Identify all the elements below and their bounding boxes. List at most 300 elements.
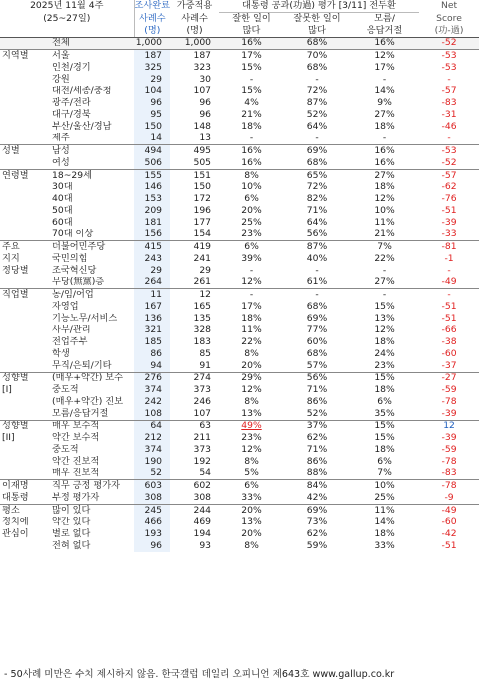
net-score: -27 <box>419 372 479 384</box>
good-pct: - <box>249 73 254 85</box>
group-label: [I] <box>2 384 12 396</box>
bad-pct: 82% <box>306 193 328 205</box>
table-row <box>0 480 479 492</box>
group-label <box>0 74 50 86</box>
table-row <box>0 241 479 253</box>
table-row <box>0 372 479 384</box>
n-weighted-value: 495 <box>170 145 219 157</box>
dk-pct: 33% <box>374 540 395 551</box>
table-row <box>0 277 479 289</box>
net-score: -49 <box>441 276 457 288</box>
net-score: -78 <box>441 396 457 407</box>
n-done-value: 136 <box>134 313 170 325</box>
table-row <box>0 360 479 372</box>
dk-pct: - <box>382 264 387 276</box>
n-done-value: 243 <box>134 253 170 265</box>
n-weighted-value: 261 <box>193 276 212 288</box>
good-pct: 8% <box>244 455 259 467</box>
net-score: -81 <box>419 241 479 253</box>
good-pct: 17% <box>241 301 262 312</box>
dk-pct: 15% <box>374 301 395 312</box>
net-score: -76 <box>441 193 457 205</box>
bad-pct: 71% <box>306 444 328 455</box>
table-row <box>0 205 479 217</box>
table-row <box>0 301 479 313</box>
bad-pct: 64% <box>306 120 328 132</box>
net-score: -83 <box>441 467 457 479</box>
group-label <box>0 157 50 169</box>
subgroup-label: 직무 긍정 평가자 <box>50 480 134 492</box>
n-weighted-value: 29 <box>199 264 212 276</box>
group-label: 지지 <box>2 253 20 264</box>
net-score: -46 <box>441 120 457 132</box>
n-weighted-value: 63 <box>170 420 219 432</box>
n-weighted-value: 30 <box>199 73 212 85</box>
n-done-value: 29 <box>134 265 170 277</box>
dk-pct: 14% <box>374 85 395 97</box>
good-pct: 12% <box>241 444 262 455</box>
dk-pct: 9% <box>377 97 392 109</box>
n-done-value: 494 <box>134 145 170 157</box>
subgroup-label: (매우+약간) 진보 <box>52 396 124 407</box>
dk-pct: 17% <box>374 62 395 73</box>
good-pct: 25% <box>241 216 262 228</box>
good-pct: 10% <box>241 181 262 193</box>
n-done-value: 325 <box>134 62 170 74</box>
n-done-value: 155 <box>134 169 170 181</box>
net-score: - <box>447 132 451 144</box>
subgroup-label: 남성 <box>50 145 134 157</box>
net-score: -51 <box>441 312 457 324</box>
table-row <box>0 86 479 98</box>
n-weighted-value: 177 <box>193 216 212 228</box>
group-label: 이재명 <box>0 480 50 492</box>
table-row <box>0 408 479 420</box>
subgroup-label: 많이 있다 <box>50 504 134 516</box>
n-weighted-value: 187 <box>170 50 219 62</box>
subgroup-label: 무직/은퇴/기타 <box>52 359 112 371</box>
dk-pct: 16% <box>350 37 419 50</box>
dk-pct: 15% <box>350 420 419 432</box>
table-row <box>0 504 479 516</box>
subgroup-label: 대전/세종/충청 <box>52 85 112 97</box>
bad-pct: 52% <box>306 407 328 419</box>
net-score: - <box>419 289 479 301</box>
net-score: -39 <box>441 216 457 228</box>
bad-pct: 87% <box>306 97 328 109</box>
net-score: -52 <box>419 37 479 50</box>
group-label: 연령별 <box>0 169 50 181</box>
n-done-value: 187 <box>134 50 170 62</box>
group-label <box>0 348 50 360</box>
bad-pct: 57% <box>306 359 328 371</box>
n-weighted-value: 13 <box>199 132 212 144</box>
n-weighted-value: 91 <box>199 359 212 371</box>
good-pct: 23% <box>241 432 262 444</box>
dk-pct: 6% <box>377 396 392 407</box>
table-row <box>0 121 479 133</box>
n-done-value: 245 <box>134 504 170 516</box>
n-weighted-value: 107 <box>193 85 212 97</box>
net-score: -57 <box>419 169 479 181</box>
table-row <box>0 97 479 109</box>
good-pct: 20% <box>241 205 262 216</box>
table-row <box>0 517 479 529</box>
group-label: 성향별 <box>0 372 50 384</box>
dk-pct: 10% <box>374 205 395 216</box>
bad-header-2: 많다 <box>284 25 350 37</box>
net-score: -33 <box>441 228 457 240</box>
n-weighted-value: 154 <box>193 228 212 240</box>
subgroup-label: 전업주부 <box>52 336 88 348</box>
good-header: 잘한 일이 <box>219 13 284 25</box>
dk-pct: 18% <box>374 528 395 540</box>
n-done-value: 308 <box>134 492 170 504</box>
net-score: -39 <box>441 432 457 444</box>
dk-pct: 11% <box>350 504 419 516</box>
n-done-header: 조사완료 <box>134 0 171 12</box>
subgroup-label: 무당(無黨)층 <box>52 276 105 288</box>
dk-pct: 27% <box>350 169 419 181</box>
n-weighted-value: 308 <box>193 492 212 503</box>
net-score: - <box>447 73 451 85</box>
n-weighted-value: 602 <box>170 480 219 492</box>
table-row <box>0 37 479 50</box>
bad-pct: 52% <box>306 109 328 120</box>
subgroup-label: 매우 보수적 <box>50 420 134 432</box>
footnote: - 50사례 미만은 수치 제시하지 않음. 한국갤럽 데일리 오피니언 제643호 www.gallup.co.kr <box>4 669 395 680</box>
n-done-value: 193 <box>134 528 170 540</box>
dk-pct: 25% <box>374 492 395 503</box>
subgroup-label: 중도적 <box>52 444 79 455</box>
good-pct: 22% <box>241 336 262 348</box>
table-row <box>0 74 479 86</box>
subgroup-label: 광주/전라 <box>52 97 91 109</box>
table-row <box>0 336 479 348</box>
bad-pct: 69% <box>306 312 328 324</box>
subgroup-label: 더불어민주당 <box>50 241 134 253</box>
n-weighted-value: 373 <box>193 444 212 455</box>
group-label <box>0 301 50 313</box>
group-label <box>0 109 50 121</box>
good-pct: 18% <box>241 120 262 132</box>
n-done-value: 185 <box>134 336 170 348</box>
group-label: 지역별 <box>0 50 50 62</box>
bad-pct: 87% <box>284 241 350 253</box>
n-done-value: 374 <box>134 384 170 396</box>
n-weighted-value: 150 <box>193 181 212 193</box>
group-label <box>0 456 50 468</box>
n-weighted-value: 96 <box>199 97 212 109</box>
n-weighted-value: 246 <box>193 396 212 407</box>
group-label <box>0 193 50 205</box>
good-pct: 8% <box>219 169 284 181</box>
n-done-value: 415 <box>134 241 170 253</box>
bad-pct: 40% <box>306 253 328 264</box>
n-done-value: 374 <box>134 444 170 456</box>
table-row <box>0 325 479 337</box>
group-label <box>0 325 50 337</box>
good-pct: 4% <box>244 97 259 109</box>
group-label <box>0 396 50 408</box>
dk-pct: 24% <box>374 348 395 359</box>
good-pct: 16% <box>219 37 284 50</box>
bad-pct: 62% <box>306 432 328 444</box>
subgroup-label: 부정 평가자 <box>52 492 100 503</box>
dk-pct: 12% <box>350 50 419 62</box>
n-done-value: 506 <box>134 157 170 169</box>
subgroup-label: 대구/경북 <box>52 109 91 120</box>
dk-header: 모름/ <box>350 13 419 25</box>
group-label: 정당별 <box>2 264 29 276</box>
good-pct: 15% <box>241 62 262 73</box>
table-body <box>0 37 479 552</box>
n-done-value: 96 <box>134 97 170 109</box>
n-done-header-2: 사례수 <box>134 13 170 25</box>
good-pct: 15% <box>241 85 262 97</box>
n-done-value: 96 <box>134 540 170 552</box>
bad-pct: 56% <box>306 228 328 240</box>
good-pct: - <box>249 264 254 276</box>
table-row <box>0 229 479 241</box>
net-score: -38 <box>441 336 457 348</box>
subgroup-label: (매우+약간) 보수 <box>50 372 134 384</box>
bad-pct: 60% <box>306 336 328 348</box>
n-done-value: 167 <box>134 301 170 313</box>
net-score: -37 <box>441 359 457 371</box>
good-pct: 18% <box>241 312 262 324</box>
dk-pct: 27% <box>374 276 395 288</box>
good-pct: 17% <box>219 50 284 62</box>
table-row <box>0 217 479 229</box>
table-row <box>0 182 479 194</box>
n-done-value: 1,000 <box>134 37 170 50</box>
subgroup-label: 학생 <box>52 348 70 359</box>
table-row <box>0 157 479 169</box>
table-row <box>0 444 479 456</box>
net-score: -60 <box>441 348 457 359</box>
group-label <box>0 444 50 456</box>
group-label: 성향별 <box>0 420 50 432</box>
subgroup-label: 약간 보수적 <box>52 432 100 444</box>
subgroup-label: 별로 없다 <box>52 528 91 540</box>
n-weighted-value: 135 <box>193 312 212 324</box>
dk-pct: 22% <box>374 253 395 264</box>
subgroup-label: 70대 이상 <box>52 228 94 240</box>
subgroup-label: 50대 <box>52 205 73 216</box>
net-score: -52 <box>441 157 457 168</box>
eval-title: 대통령 공과(功過) 평가 [3/11] 전두환 <box>219 0 419 13</box>
dk-pct: 18% <box>374 444 395 455</box>
bad-pct: 37% <box>284 420 350 432</box>
n-weighted-value: 419 <box>170 241 219 253</box>
group-label <box>0 37 50 50</box>
bad-pct: 73% <box>306 516 328 528</box>
table-row <box>0 348 479 360</box>
net-score: -60 <box>441 516 457 528</box>
net-score: -59 <box>441 444 457 455</box>
n-weighted-value: 96 <box>199 109 212 120</box>
bad-pct: 69% <box>284 504 350 516</box>
bad-pct: 86% <box>306 396 328 407</box>
n-weighted-value: 211 <box>193 432 212 444</box>
dk-pct: 16% <box>374 157 395 168</box>
n-weighted-value: 148 <box>193 120 212 132</box>
subgroup-label: 전체 <box>50 37 134 50</box>
bad-pct: 61% <box>306 276 328 288</box>
group-label <box>0 205 50 217</box>
net-score: -59 <box>441 384 457 396</box>
group-label: 정치에 <box>2 516 29 528</box>
bad-pct: - <box>315 264 319 276</box>
group-label <box>0 540 50 552</box>
period-range: (25~27일) <box>0 13 134 25</box>
subgroup-label: 약간 있다 <box>52 516 91 528</box>
net-header-3: (功-過) <box>419 25 479 37</box>
n-weighted-value: 194 <box>193 528 212 540</box>
subgroup-label: 부산/울산/경남 <box>52 120 112 132</box>
good-pct: 20% <box>219 504 284 516</box>
net-score: -39 <box>441 407 457 419</box>
group-label: 관심이 <box>2 528 29 540</box>
net-score: -83 <box>441 97 457 109</box>
group-label: 성별 <box>0 145 50 157</box>
group-label <box>0 86 50 98</box>
n-done-value: 94 <box>134 360 170 372</box>
n-done-value: 209 <box>134 205 170 217</box>
group-label <box>0 229 50 241</box>
subgroup-label: 매우 진보적 <box>52 467 100 479</box>
dk-pct: 12% <box>374 324 395 336</box>
good-pct: 5% <box>244 467 259 479</box>
dk-pct: 18% <box>374 336 395 348</box>
subgroup-label: 모름/응답거절 <box>52 407 109 419</box>
n-done-value: 14 <box>134 133 170 145</box>
net-score: -57 <box>441 85 457 97</box>
subgroup-label: 18~29세 <box>50 169 134 181</box>
n-done-value: 181 <box>134 217 170 229</box>
n-weighted-value: 151 <box>170 169 219 181</box>
n-done-value: 156 <box>134 229 170 241</box>
table-row <box>0 289 479 301</box>
bad-pct: 68% <box>284 37 350 50</box>
subgroup-label: 농/임/어업 <box>50 289 134 301</box>
n-weighted-value: 12 <box>170 289 219 301</box>
subgroup-label: 전혀 없다 <box>52 540 91 551</box>
net-score: -49 <box>419 504 479 516</box>
n-done-value: 603 <box>134 480 170 492</box>
net-score: 12 <box>419 420 479 432</box>
n-weighted-header-3: (명) <box>170 25 219 37</box>
n-weighted-value: 505 <box>193 157 212 168</box>
net-score: - <box>447 264 451 276</box>
dk-pct: 11% <box>374 216 395 228</box>
bad-pct: 42% <box>306 492 328 503</box>
n-weighted-value: 196 <box>193 205 212 216</box>
bad-pct: 69% <box>284 145 350 157</box>
table-row <box>0 145 479 157</box>
net-score: -53 <box>441 62 457 73</box>
good-header-2: 많다 <box>219 25 284 37</box>
good-pct: 8% <box>244 396 259 407</box>
n-done-value: 104 <box>134 86 170 98</box>
group-label: 대통령 <box>2 492 29 503</box>
bad-pct: 70% <box>284 50 350 62</box>
table-row <box>0 540 479 552</box>
n-weighted-header: 가중적용 <box>170 0 219 13</box>
n-done-value: 242 <box>134 396 170 408</box>
bad-pct: 68% <box>306 62 328 73</box>
net-score: -78 <box>441 455 457 467</box>
group-label: 직업별 <box>0 289 50 301</box>
group-label <box>0 182 50 194</box>
bad-pct: 68% <box>306 301 328 312</box>
good-pct: 16% <box>241 157 262 168</box>
n-done-value: 466 <box>134 517 170 529</box>
n-weighted-value: 274 <box>170 372 219 384</box>
subgroup-label: 40대 <box>52 193 73 205</box>
bad-pct: 65% <box>284 169 350 181</box>
subgroup-label: 중도적 <box>52 384 79 396</box>
table-row <box>0 169 479 181</box>
subgroup-label: 사무/관리 <box>52 324 91 336</box>
good-pct: 12% <box>241 276 262 288</box>
n-done-value: 52 <box>134 468 170 480</box>
bad-pct: 71% <box>306 205 328 216</box>
table-row <box>0 313 479 325</box>
dk-pct: 21% <box>374 228 395 240</box>
table-row <box>0 253 479 265</box>
table-row <box>0 420 479 432</box>
net-score: -66 <box>441 324 457 336</box>
n-weighted-value: 1,000 <box>170 37 219 50</box>
table-row <box>0 62 479 74</box>
good-pct: 13% <box>241 516 262 528</box>
dk-header-2: 응답거절 <box>350 25 419 37</box>
n-done-value: 146 <box>134 182 170 194</box>
dk-pct: - <box>382 132 387 144</box>
table-row <box>0 432 479 444</box>
net-score: -51 <box>441 205 457 216</box>
net-score: -31 <box>441 109 457 120</box>
subgroup-label: 서울 <box>50 50 134 62</box>
subgroup-label: 기능노무/서비스 <box>52 312 118 324</box>
dk-pct: 15% <box>350 372 419 384</box>
subgroup-label: 여성 <box>52 157 70 168</box>
period-label: 2025년 11월 4주 <box>0 0 134 13</box>
dk-pct: 18% <box>374 384 395 396</box>
bad-pct: 59% <box>306 540 328 551</box>
n-done-value: 190 <box>134 456 170 468</box>
group-label: [II] <box>2 432 15 444</box>
subgroup-label: 강원 <box>52 73 70 85</box>
bad-pct: 72% <box>306 85 328 97</box>
good-pct: 20% <box>241 359 262 371</box>
good-pct: - <box>219 289 284 301</box>
net-header-2: Score <box>419 13 479 25</box>
bad-pct: 62% <box>306 528 328 540</box>
n-done-value: 86 <box>134 348 170 360</box>
good-pct: 6% <box>219 241 284 253</box>
n-weighted-value: 244 <box>170 504 219 516</box>
subgroup-label: 60대 <box>52 216 73 228</box>
bad-pct: - <box>315 132 319 144</box>
dk-pct: - <box>382 73 387 85</box>
dk-pct: 6% <box>377 455 392 467</box>
good-pct: 6% <box>219 480 284 492</box>
bad-pct: 68% <box>306 348 328 359</box>
table-row <box>0 384 479 396</box>
